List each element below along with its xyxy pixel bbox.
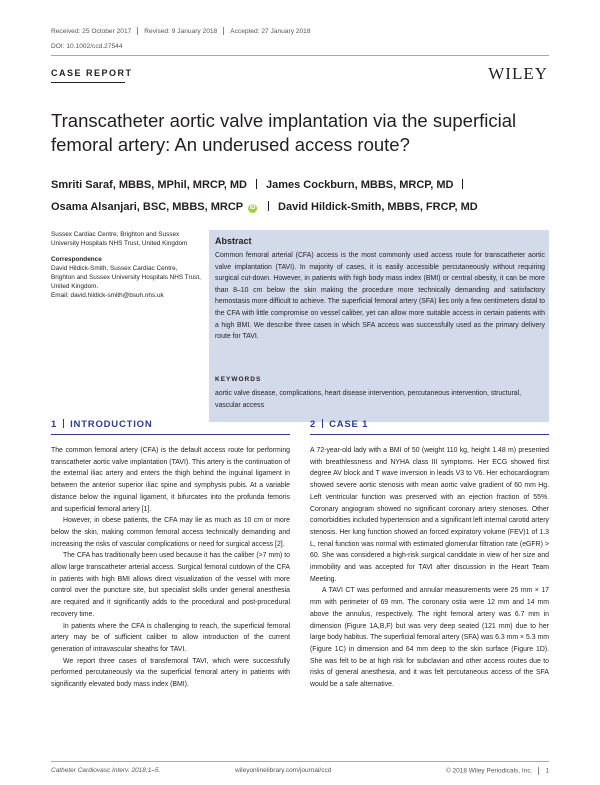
section-rule bbox=[310, 434, 549, 435]
case-1-column bbox=[310, 445, 549, 691]
paragraph: The CFA has traditionally been used because it has the caliber (>7 mm) to allow large transcatheter arterial access. Surgical femoral cutdown of the CFA in patients with high BMI allows direct visualization of the vessel with more control over the puncture site, but specialist skills under general anesthesia are required and it significantly adds to the procedural and post-procedural recovery time. bbox=[51, 552, 290, 618]
keywords-text: aortic valve disease, complications, heart disease intervention, percutaneous intervention, structural, vascular access bbox=[215, 390, 522, 409]
footer-separator bbox=[538, 767, 539, 775]
doi[interactable]: DOI: 10.1002/ccd.27544 bbox=[51, 43, 123, 50]
author-separator bbox=[268, 201, 269, 211]
article-dates bbox=[51, 27, 311, 35]
author-separator bbox=[462, 179, 463, 189]
accepted-date: Accepted: 27 January 2018 bbox=[230, 27, 311, 35]
correspondence-email[interactable]: Email: david.hildick-smith@bsuh.nhs.uk bbox=[51, 292, 164, 299]
section-number: 1 bbox=[51, 419, 58, 430]
author-name[interactable]: Smriti Saraf, MBBS, MPhil, MRCP, MD bbox=[51, 179, 247, 191]
affiliation-block bbox=[51, 230, 201, 300]
author-name[interactable]: David Hildick-Smith, MBBS, FRCP, MD bbox=[278, 201, 478, 213]
introduction-column bbox=[51, 445, 290, 691]
abstract-heading: Abstract bbox=[215, 236, 252, 246]
abstract-box bbox=[209, 230, 549, 422]
section-heading-introduction bbox=[51, 419, 153, 430]
section-separator bbox=[63, 419, 64, 428]
paragraph: The common femoral artery (CFA) is the default access route for performing transcatheter aortic valve implantation (TAVI). This artery is the continuation of the external iliac artery and enters the thigh behind the inguinal ligament in between the anterior superior iliac spine and symphysis pubis. At a variable distance below the inguinal ligament, it bifurcates into the profunda femoris and superficial femoral artery [1]. bbox=[51, 447, 290, 513]
paragraph: However, in obese patients, the CFA may lie as much as 10 cm or more below the skin, making common femoral access technically demanding and increasing the risks of vascular complications or need for surgical access [2]. bbox=[51, 517, 290, 548]
copyright: © 2018 Wiley Periodicals, Inc. bbox=[445, 767, 533, 775]
revised-date: Revised: 9 January 2018 bbox=[144, 27, 218, 35]
institution: Sussex Cardiac Centre, Brighton and Sussex University Hospitals NHS Trust, United Kingdom bbox=[51, 231, 188, 247]
keywords-heading: KEYWORDS bbox=[215, 376, 262, 383]
page-number: 1 bbox=[545, 767, 549, 775]
section-title: INTRODUCTION bbox=[70, 419, 153, 430]
article-type: CASE REPORT bbox=[51, 68, 133, 78]
abstract-text: Common femoral arterial (CFA) access is the most commonly used access route for transcatheter aortic valve implantation (TAVI). In majority of cases, it is easily accessible percutaneously without requiring surgical cut-down. However, in patients with high body mass index (BMI) or central obesity, it can be more than 8–10 cm below the skin making the procedure more technically demanding and satisfactory hemostasis more difficult to achieve. The superficial femoral artery (SFA) lies only a few centimeters distal to the CFA with little compromise on vessel caliber, yet can allow more suitable access in certain patients with a high BMI. We describe three cases in which SFA access was successfully used as the primary delivery route for TAVI. bbox=[215, 252, 545, 341]
section-separator bbox=[322, 419, 323, 428]
orcid-icon[interactable]: iD bbox=[249, 205, 256, 211]
author-name[interactable]: Osama Alsanjari, BSC, MBBS, MRCP bbox=[51, 201, 243, 213]
author-name[interactable]: James Cockburn, MBBS, MRCP, MD bbox=[266, 179, 454, 191]
correspondence-address: David Hildick-Smith, Sussex Cardiac Centre, Brighton and Sussex University Hospitals NHS Trust, United Kingdom. bbox=[51, 265, 201, 290]
publisher-logo[interactable]: WILEY bbox=[488, 64, 548, 83]
paragraph: A TAVI CT was performed and annular measurements were 25 mm × 17 mm with perimeter of 69 mm. The coronary ostia were 12 mm and 14 mm above the annulus, respectively. The right femoral artery was 6.7 mm in dimension (Figure 1A,B,F) but was very deep seated (121 mm) due to her large body habitus. The superficial femoral artery (SFA) was 6.3 mm × 5.3 mm (Figure 1C) in dimension and 64 mm deep to the skin surface (Figure 1D). She was felt to be at high risk for subclavian and other access routes due to risks of general anesthesia, and it was felt percutaneous access of the SFA would be a safe alternative. bbox=[310, 587, 549, 689]
header-rule bbox=[51, 55, 549, 56]
footer-rule bbox=[51, 761, 549, 762]
section-title: CASE 1 bbox=[329, 419, 369, 430]
paragraph: In patients where the CFA is challenging to reach, the superficial femoral artery may be of sufficient caliber to allow introduction of the current generation of intravascular sheaths for TAVI. bbox=[51, 622, 290, 653]
paragraph: We report three cases of transfemoral TAVI, which were successfully performed percutaneously via the superficial femoral artery in patients with significantly elevated body mass index (BMI). bbox=[51, 657, 290, 689]
received-date: Received: 25 October 2017 bbox=[51, 27, 132, 35]
date-separator bbox=[137, 27, 138, 35]
section-heading-case-1 bbox=[310, 419, 368, 430]
paragraph: A 72-year-old lady with a BMI of 50 (weight 110 kg, height 1.48 m) presented with breathlessness and NYHA class III symptoms. Her ECG showed first degree AV block and T wave inversion in leads V3 to V6. Her echocardiogram showed severe aortic stenosis with mean aortic valve gradient of 60 mm Hg. Left ventricular function was preserved with an ejection fraction of 55%. Coronary angiogram showed no significant coronary artery stenoses. Other comorbidities included hypertension and a significant left internal carotid artery stenosis. Her lung function showed an forced expiratory volume (FEV)1 of 1.3 L, renal function was normal with estimated glomerular filtration rate (eGFR) > 60. She was considered a high-risk surgical candidate in view of her size and immobility and was accepted for TAVI after discussion in the Heart Team Meeting. bbox=[310, 447, 550, 583]
author-list bbox=[51, 174, 551, 218]
section-rule bbox=[51, 434, 290, 435]
journal-url[interactable]: wileyonlinelibrary.com/journal/ccd bbox=[235, 767, 332, 774]
footer-right bbox=[446, 767, 549, 775]
date-separator bbox=[223, 27, 224, 35]
article-type-rule bbox=[51, 82, 125, 83]
journal-citation: Catheter Cardiovasc Interv. 2018;1–5. bbox=[51, 767, 161, 774]
correspondence-heading: Correspondence bbox=[51, 256, 102, 263]
author-separator bbox=[256, 179, 257, 189]
article-title: Transcatheter aortic valve implantation via the superficial femoral artery: An underused access route? bbox=[51, 110, 517, 155]
section-number: 2 bbox=[310, 419, 317, 430]
